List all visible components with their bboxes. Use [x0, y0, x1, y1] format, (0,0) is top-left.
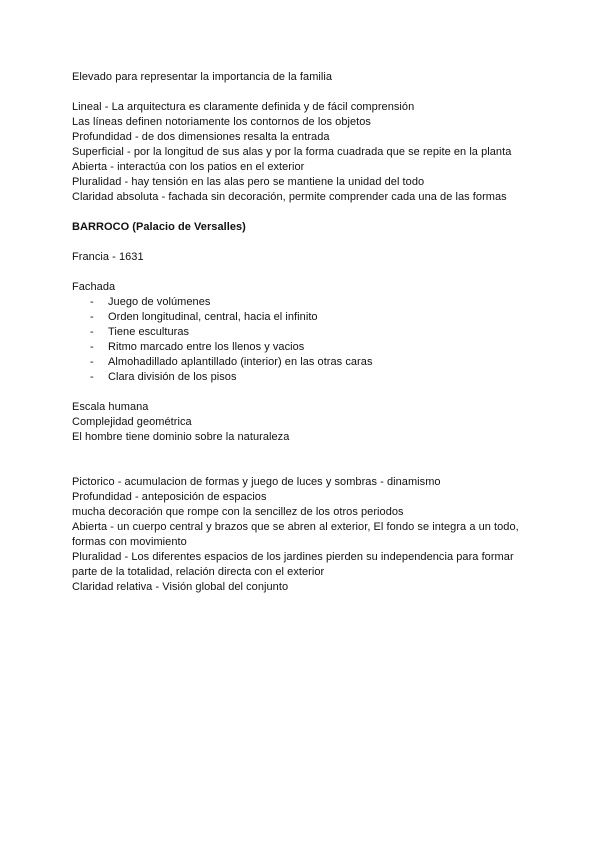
text-line: mucha decoración que rompe con la sencillez de los otros periodos — [72, 506, 404, 518]
text-line: Abierta - un cuerpo central y brazos que se abren al exterior, El fondo se integra a un todo, — [72, 521, 519, 533]
baroque-characteristics-block — [72, 475, 532, 595]
text-line: parte de la totalidad, relación directa con el exterior — [72, 566, 325, 578]
list-item — [72, 340, 532, 355]
text-line: Complejidad geométrica — [72, 416, 192, 428]
facade-title: Fachada — [72, 281, 116, 293]
text-line: Profundidad - anteposición de espacios — [72, 491, 267, 503]
list-item-text: Clara división de los pisos — [108, 371, 237, 383]
list-item-text: Tiene esculturas — [108, 326, 190, 338]
list-item-text: Juego de volúmenes — [108, 296, 211, 308]
dash-bullet: - — [90, 371, 94, 383]
spacer — [72, 205, 532, 220]
spacer — [72, 445, 532, 475]
text-line: Pluralidad - Los diferentes espacios de los jardines pierden su independencia para formar — [72, 551, 514, 563]
text-line: Abierta - interactúa con los patios en el exterior — [72, 161, 305, 173]
list-item — [72, 370, 532, 385]
document-page — [72, 70, 532, 595]
text-line: El hombre tiene dominio sobre la naturaleza — [72, 431, 290, 443]
location-line: Francia - 1631 — [72, 251, 144, 263]
text-line: Profundidad - de dos dimensiones resalta la entrada — [72, 131, 330, 143]
dash-bullet: - — [90, 296, 94, 308]
spacer — [72, 265, 532, 280]
text-line: Lineal - La arquitectura es claramente definida y de fácil comprensión — [72, 101, 415, 113]
spacer — [72, 85, 532, 100]
spacer — [72, 385, 532, 400]
text-line: Pictorico - acumulacion de formas y juego de luces y sombras - dinamismo — [72, 476, 441, 488]
text-line: Pluralidad - hay tensión en las alas pero se mantiene la unidad del todo — [72, 176, 425, 188]
text-line: Claridad absoluta - fachada sin decoración, permite comprender cada una de las formas — [72, 191, 507, 203]
list-item — [72, 310, 532, 325]
text-line: Elevado para representar la importancia de la familia — [72, 71, 333, 83]
text-line: formas con movimiento — [72, 536, 187, 548]
text-line: Escala humana — [72, 401, 149, 413]
list-item-text: Orden longitudinal, central, hacia el infinito — [108, 311, 318, 323]
dash-bullet: - — [90, 356, 94, 368]
scale-block — [72, 400, 532, 445]
list-item-text: Almohadillado aplantillado (interior) en las otras caras — [108, 356, 373, 368]
list-item-text: Ritmo marcado entre los llenos y vacios — [108, 341, 305, 353]
section-heading: BARROCO (Palacio de Versalles) — [72, 221, 246, 233]
list-item — [72, 355, 532, 370]
dash-bullet: - — [90, 311, 94, 323]
facade-list — [72, 295, 532, 385]
list-item — [72, 325, 532, 340]
text-line: Superficial - por la longitud de sus alas y por la forma cuadrada que se repite en la planta — [72, 146, 512, 158]
characteristics-block — [72, 100, 532, 205]
text-line: Claridad relativa - Visión global del conjunto — [72, 581, 289, 593]
dash-bullet: - — [90, 326, 94, 338]
dash-bullet: - — [90, 341, 94, 353]
list-item — [72, 295, 532, 310]
text-line: Las líneas definen notoriamente los contornos de los objetos — [72, 116, 371, 128]
spacer — [72, 235, 532, 250]
